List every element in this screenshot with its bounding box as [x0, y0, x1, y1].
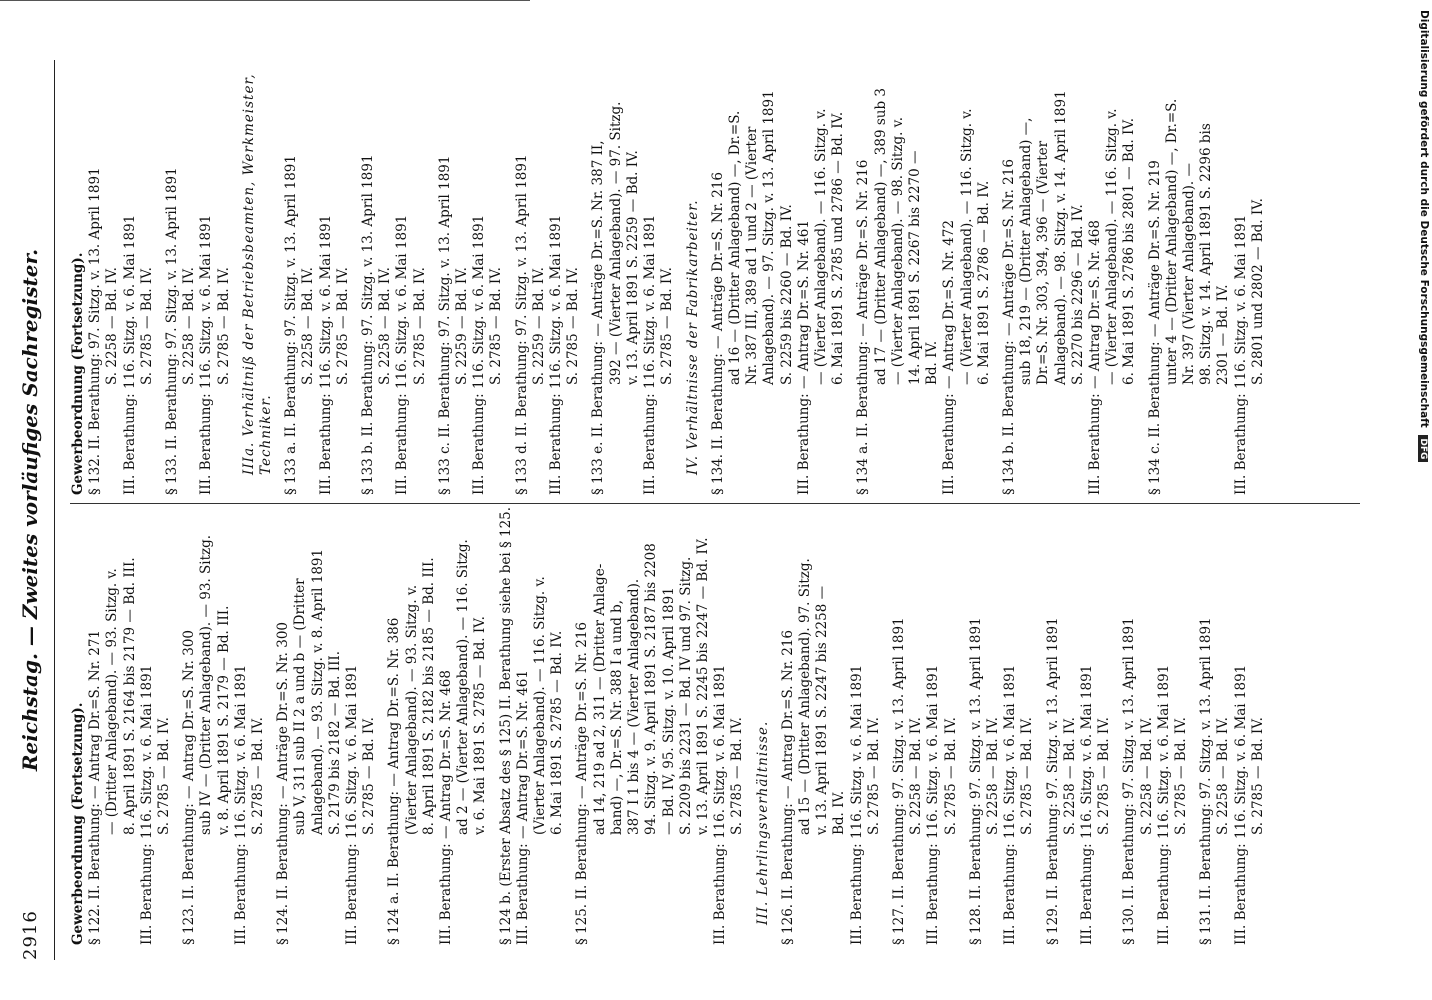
text-line: 94. Sitzg. v. 9. April 1891 S. 2187 bis 2208: [643, 543, 660, 835]
text-line: § 134. II. Berathung: — Anträge Dr.=S. Nr. 216: [709, 171, 726, 495]
text-line: ad 16 — (Dritter Anlageband) —, Dr.=S.: [726, 110, 743, 385]
text-line: v. 6. Mai 1891 S. 2785 — Bd. IV.: [472, 616, 489, 835]
text-line: Dr.=S. Nr. 303, 394, 396 — (Vierter: [1035, 140, 1052, 385]
text-line: 6. Mai 1891 S. 2786 — Bd. IV.: [975, 180, 992, 385]
text-line: § 133 e. II. Berathung: — Anträge Dr.=S. Nr. 387 II,: [590, 140, 607, 495]
text-line: III. Berathung: 116. Sitzg. v. 6. Mai 1891: [642, 214, 659, 495]
text-line: III. Berathung: 116. Sitzg. v. 6. Mai 1891: [848, 664, 865, 945]
text-line: IIIa. Verhältniß der Betriebsbeamten, Werkmeister,: [240, 73, 257, 475]
text-line: Nr. 397 (Vierter Anlageband). —: [1180, 163, 1197, 385]
text-line: Anlageband). — 97. Sitzg. v. 13. April 1891: [761, 90, 778, 385]
text-line: v. 8. April 1891 S. 2179 — Bd. III.: [215, 605, 232, 835]
text-line: 8. April 1891 S. 2182 bis 2185 — Bd. III.: [420, 557, 437, 835]
text-line: III. Berathung: 116. Sitzg. v. 6. Mai 1891: [1232, 664, 1249, 945]
text-line: 392 — (Vierter Anlageband). — 97. Sitzg.: [607, 101, 624, 385]
text-line: S. 2258 — Bd. IV.: [181, 267, 198, 385]
right-column: [70, 45, 1360, 495]
text-line: § 132. II. Berathung: 97. Sitzg. v. 13. April 1891: [87, 167, 104, 495]
text-line: — (Dritter Anlageband). — 93. Sitzg. v.: [104, 568, 121, 835]
text-line: ad 17 — (Dritter Anlageband) —, 389 sub 3: [872, 88, 889, 385]
text-line: 98. Sitzg. v. 14. April 1891 S. 2296 bis: [1198, 123, 1215, 385]
text-line: S. 2785 — Bd. IV.: [565, 267, 582, 385]
text-line: v. 13. April 1891 S. 2247 bis 2258 —: [814, 585, 831, 835]
text-line: (Vierter Anlageband). — 93. Sitzg. v.: [403, 584, 420, 835]
text-line: § 133 a. II. Berathung: 97. Sitzg. v. 13. April 1891: [283, 155, 300, 495]
text-line: S. 2785 — Bd. IV.: [156, 717, 173, 835]
text-line: S. 2259 — Bd. IV.: [454, 267, 471, 385]
text-line: III. Berathung: 116. Sitzg. v. 6. Mai 1891: [1232, 214, 1249, 495]
text-line: S. 2258 — Bd. IV.: [908, 717, 925, 835]
text-line: S. 2785 — Bd. IV.: [138, 267, 155, 385]
text-line: III. Berathung: 116. Sitzg. v. 6. Mai 1891: [394, 214, 411, 495]
text-line: v. 13. April 1891 S. 2245 bis 2247 — Bd. IV.: [694, 537, 711, 835]
page-header: [14, 60, 55, 960]
text-line: § 124 a. II. Berathung: — Antrag Dr.=S. Nr. 386: [386, 617, 403, 945]
text-line: § 130. II. Berathung: 97. Sitzg. v. 13. April 1891: [1121, 617, 1138, 945]
text-line: III. Berathung: 116. Sitzg. v. 6. Mai 1891: [232, 664, 249, 945]
dfg-logo: DFG: [1418, 435, 1428, 462]
text-line: III. Berathung: — Antrag Dr.=S. Nr. 468: [1086, 220, 1103, 495]
text-line: Gewerbeordnung (Fortsetzung).: [70, 702, 86, 945]
text-line: S. 2258 — Bd. IV.: [104, 267, 121, 385]
text-line: 8. April 1891 S. 2164 bis 2179 — Bd. III.: [121, 557, 138, 835]
text-line: — (Vierter Anlageband). — 98. Sitzg. v.: [889, 116, 906, 385]
text-line: S. 2785 — Bd. IV.: [1019, 717, 1036, 835]
text-line: S. 2785 — Bd. IV.: [488, 267, 505, 385]
text-line: III. Berathung: 116. Sitzg. v. 6. Mai 1891: [1002, 664, 1019, 945]
text-line: S. 2785 — Bd. IV.: [942, 717, 959, 835]
text-line: S. 2785 — Bd. IV.: [1249, 717, 1266, 835]
text-line: S. 2785 — Bd. IV.: [361, 717, 378, 835]
text-line: S. 2785 — Bd. IV.: [334, 267, 351, 385]
text-line: S. 2258 — Bd. IV.: [1138, 717, 1155, 835]
text-line: S. 2209 bis 2231 — Bd. IV und 97. Sitzg.: [677, 556, 694, 835]
text-line: § 134 c. II. Berathung: — Anträge Dr.=S. Nr. 219: [1146, 160, 1163, 495]
text-line: § 124 b. (Erster Absatz des § 125) II. Berathung siehe bei § 125.: [497, 506, 514, 945]
text-line: S. 2179 bis 2182 — Bd. III.: [326, 650, 343, 835]
text-line: III. Berathung: — Antrag Dr.=S. Nr. 461: [795, 220, 812, 495]
digitization-stamp: [1414, 10, 1430, 610]
text-line: 14. April 1891 S. 2267 bis 2270 —: [906, 150, 923, 385]
text-line: III. Berathung: 116. Sitzg. v. 6. Mai 1891: [712, 664, 729, 945]
text-line: III. Berathung: 116. Sitzg. v. 6. Mai 1891: [198, 214, 215, 495]
text-line: 2301 — Bd. IV.: [1215, 284, 1232, 385]
text-line: III. Lehrlingsverhältnisse.: [754, 720, 771, 925]
text-line: § 126. II. Berathung: — Antrag Dr.=S. Nr. 216: [779, 629, 796, 945]
text-line: III. Berathung: 116. Sitzg. v. 6. Mai 1891: [471, 214, 488, 495]
scan-edge-line: [0, 0, 530, 1]
text-line: — (Vierter Anlageband). — 116. Sitzg. v.: [812, 108, 829, 385]
text-line: S. 2258 — Bd. IV.: [377, 267, 394, 385]
text-line: ad 14, 219 ad 2, 311 — (Dritter Anlage-: [591, 563, 608, 835]
text-line: S. 2258 — Bd. IV.: [300, 267, 317, 385]
text-line: — (Vierter Anlageband). — 116. Sitzg. v.: [1104, 108, 1121, 385]
text-line: S. 2785 — Bd. IV.: [729, 717, 746, 835]
page-title: Reichstag. — Zweites vorläufiges Sachregister.: [18, 248, 42, 772]
text-line: III. Berathung: 116. Sitzg. v. 6. Mai 1891: [344, 664, 361, 945]
text-line: 6. Mai 1891 S. 2785 und 2786 — Bd. IV.: [830, 111, 847, 385]
text-line: Techniker.: [258, 394, 275, 475]
text-line: § 131. II. Berathung: 97. Sitzg. v. 13. April 1891: [1198, 617, 1215, 945]
text-line: III. Berathung: 116. Sitzg. v. 6. Mai 1891: [1078, 664, 1095, 945]
text-line: § 127. II. Berathung: 97. Sitzg. v. 13. April 1891: [890, 617, 907, 945]
text-line: S. 2785 — Bd. IV.: [215, 267, 232, 385]
text-line: S. 2270 bis 2296 — Bd. IV.: [1069, 204, 1086, 385]
text-line: III. Berathung: — Antrag Dr.=S. Nr. 461: [514, 670, 531, 945]
column-divider: [70, 503, 1360, 504]
text-line: III. Berathung: 116. Sitzg. v. 6. Mai 1891: [121, 214, 138, 495]
page-number: 2916: [20, 910, 41, 960]
text-line: S. 2801 und 2802 — Bd. IV.: [1249, 198, 1266, 385]
text-line: Anlageband). — 93. Sitzg. v. 8. April 1891: [309, 548, 326, 835]
text-line: § 124. II. Berathung: — Anträge Dr.=S. Nr. 300: [275, 621, 292, 945]
text-line: S. 2785 — Bd. IV.: [411, 267, 428, 385]
text-line: S. 2785 — Bd. IV.: [1172, 717, 1189, 835]
left-column: [70, 495, 1360, 945]
text-line: § 133. II. Berathung: 97. Sitzg. v. 13. April 1891: [164, 167, 181, 495]
text-line: § 133 b. II. Berathung: 97. Sitzg. v. 13. April 1891: [360, 154, 377, 495]
text-line: III. Berathung: 116. Sitzg. v. 6. Mai 1891: [138, 664, 155, 945]
text-line: IV. Verhältnisse der Fabrikarbeiter.: [684, 199, 701, 475]
text-line: ad 15 — (Dritter Anlageband). 97. Sitzg.: [796, 558, 813, 835]
text-line: § 129. II. Berathung: 97. Sitzg. v. 13. April 1891: [1044, 617, 1061, 945]
text-line: § 134 b. II. Berathung: — Anträge Dr.=S. Nr. 216: [1000, 159, 1017, 495]
text-line: sub IV — (Dritter Anlageband). — 93. Sitzg.: [198, 534, 215, 835]
text-line: — Bd. IV, 95. Sitzg. v. 10. April 1891: [660, 587, 677, 835]
text-line: (Vierter Anlageband). — 116. Sitzg. v.: [532, 576, 549, 835]
text-line: III. Berathung: — Antrag Dr.=S. Nr. 468: [438, 670, 455, 945]
text-line: III. Berathung: — Antrag Dr.=S. Nr. 472: [941, 220, 958, 495]
text-line: Bd. IV.: [831, 790, 848, 835]
text-line: Anlageband). — 98. Sitzg. v. 14. April 1891: [1052, 90, 1069, 385]
text-line: S. 2785 — Bd. IV.: [865, 717, 882, 835]
text-line: § 128. II. Berathung: 97. Sitzg. v. 13. April 1891: [967, 617, 984, 945]
text-line: band) —, Dr.=S. Nr. 388 I a und b,: [608, 599, 625, 835]
text-line: S. 2785 — Bd. IV.: [1096, 717, 1113, 835]
text-line: § 134 a. II. Berathung: — Anträge Dr.=S. Nr. 216: [855, 159, 872, 495]
digitization-stamp-text: Digitalisierung gefördert durch die Deutsche Forschungsgemeinschaft: [1418, 10, 1430, 428]
text-line: S. 2785 — Bd. IV.: [659, 267, 676, 385]
text-line: v. 13. April 1891 S. 2259 — Bd. IV.: [624, 150, 641, 385]
text-line: § 123. II. Berathung: — Antrag Dr.=S. Nr. 300: [181, 629, 198, 945]
text-line: III. Berathung: 116. Sitzg. v. 6. Mai 1891: [548, 214, 565, 495]
text-line: 6. Mai 1891 S. 2786 bis 2801 — Bd. IV.: [1121, 117, 1138, 385]
text-line: S. 2258 — Bd. IV.: [1061, 717, 1078, 835]
text-line: S. 2259 bis 2260 — Bd. IV.: [778, 204, 795, 385]
text-line: III. Berathung: 116. Sitzg. v. 6. Mai 1891: [925, 664, 942, 945]
text-line: 6. Mai 1891 S. 2785 — Bd. IV.: [549, 630, 566, 835]
text-line: Nr. 387 III, 389 ad 1 und 2 — (Vierter: [744, 126, 761, 385]
text-line: S. 2258 — Bd. IV.: [1215, 717, 1232, 835]
text-line: § 133 c. II. Berathung: 97. Sitzg. v. 13. April 1891: [436, 155, 453, 495]
text-line: § 122. II. Berathung: — Antrag Dr.=S. Nr. 271: [87, 629, 104, 945]
text-line: sub 18, 219 — (Dritter Anlageband) —,: [1018, 117, 1035, 385]
text-line: S. 2259 — Bd. IV.: [530, 267, 547, 385]
text-line: S. 2258 — Bd. IV.: [984, 717, 1001, 835]
text-line: Gewerbeordnung (Fortsetzung).: [70, 252, 86, 495]
text-line: Bd. IV.: [924, 340, 941, 385]
text-line: 387 I 1 bis 4 — (Vierter Anlageband).: [626, 578, 643, 835]
text-line: § 133 d. II. Berathung: 97. Sitzg. v. 13. April 1891: [513, 154, 530, 495]
text-line: III. Berathung: 116. Sitzg. v. 6. Mai 1891: [1155, 664, 1172, 945]
text-line: — (Vierter Anlageband). — 116. Sitzg. v.: [958, 108, 975, 385]
text-line: S. 2785 — Bd. IV.: [250, 717, 267, 835]
text-line: sub V, 311 sub II 2 a und b — (Dritter: [292, 578, 309, 835]
text-line: ad 2 — (Vierter Anlageband). — 116. Sitzg.: [455, 539, 472, 835]
text-line: unter 4 — (Dritter Anlageband) —, Dr.=S.: [1163, 98, 1180, 385]
text-line: III. Berathung: 116. Sitzg. v. 6. Mai 1891: [317, 214, 334, 495]
text-line: § 125. II. Berathung: — Anträge Dr.=S. Nr. 216: [574, 621, 591, 945]
